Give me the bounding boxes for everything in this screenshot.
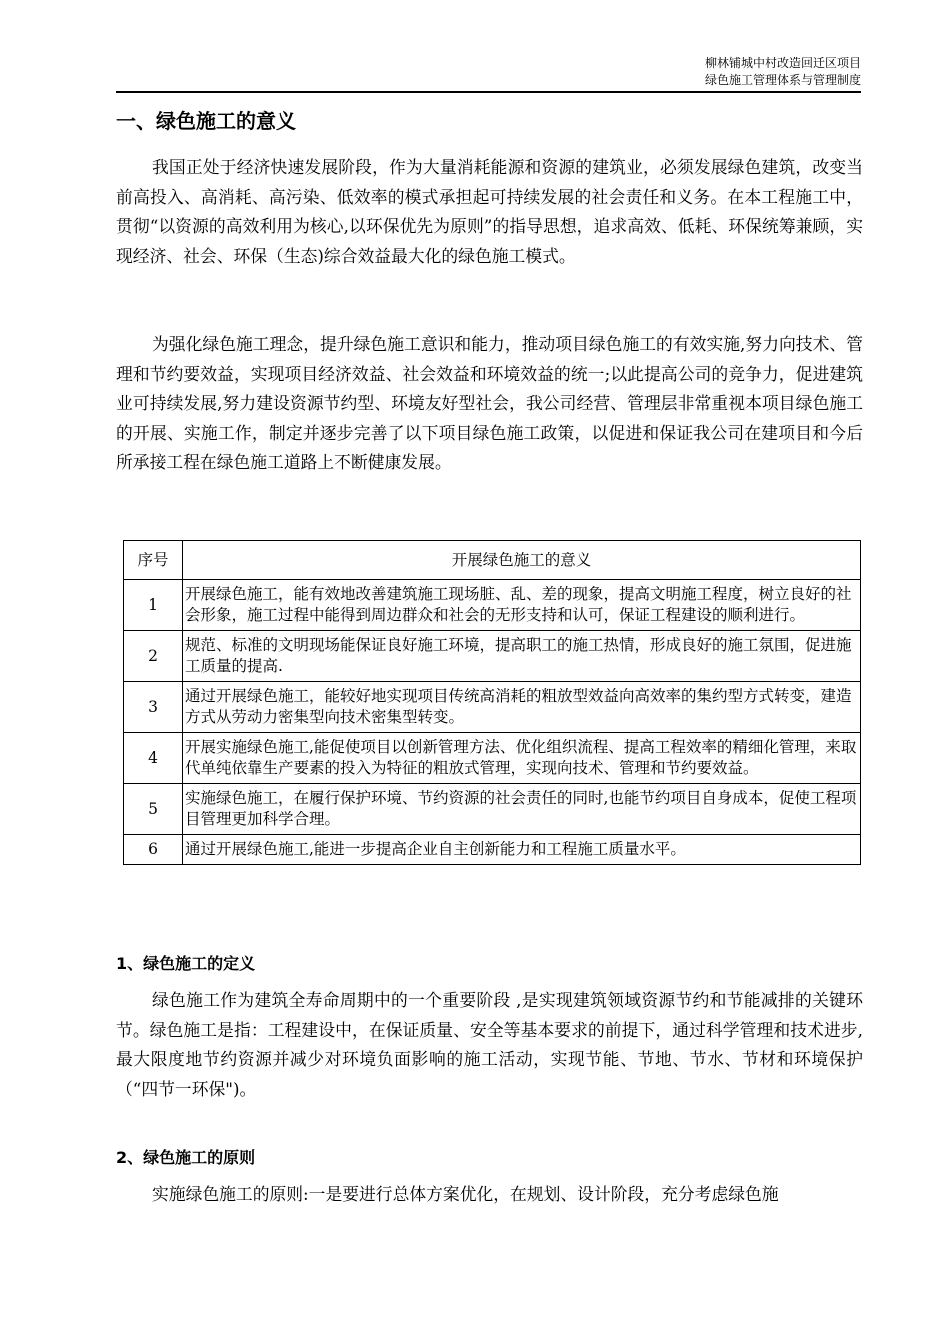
table-row <box>124 835 861 865</box>
row-text: 规范、标准的文明现场能保证良好施工环境，提高职工的施工热情，形成良好的施工氛围，促进施工质量的提高. <box>183 631 861 682</box>
row-text: 开展绿色施工，能有效地改善建筑施工现场脏、乱、差的现象，提高文明施工程度，树立良好的社会形象，施工过程中能得到周边群众和社会的无形支持和认可，保证工程建设的顺利进行。 <box>183 580 861 631</box>
row-text: 开展实施绿色施工,能促使项目以创新管理方法、优化组织流程、提高工程效率的精细化管理，来取代单纯依靠生产要素的投入为特征的粗放式管理，实现向技术、管理和节约要效益。 <box>183 733 861 784</box>
page-header <box>116 55 861 93</box>
subsection-title-principles: 2、绿色施工的原则 <box>116 1148 256 1167</box>
principles-paragraph: 实施绿色施工的原则:一是要进行总体方案优化，在规划、设计阶段，充分考虑绿色施 <box>152 1184 779 1204</box>
header-cell-significance: 开展绿色施工的意义 <box>183 541 861 580</box>
table-row <box>124 631 861 682</box>
table-row <box>124 580 861 631</box>
table-row <box>124 733 861 784</box>
row-number: 4 <box>124 733 183 784</box>
row-number: 6 <box>124 835 183 865</box>
header-document-title: 绿色施工管理体系与管理制度 <box>704 73 861 87</box>
intro-paragraph-1: 我国正处于经济快速发展阶段，作为大量消耗能源和资源的建筑业，必须发展绿色建筑，改变当前高投入、高消耗、高污染、低效率的模式承担起可持续发展的社会责任和义务。在本工程施工中，贯彻“以资源的高效利用为核心,以环保优先为原则”的指导思想，追求高效、低耗、环保统筹兼顾，实现经济、社会、环保（生态)综合效益最大化的绿色施工模式。 <box>116 157 863 266</box>
row-text: 通过开展绿色施工，能较好地实现项目传统高消耗的粗放型效益向高效率的集约型方式转变，建造方式从劳动力密集型向技术密集型转变。 <box>183 682 861 733</box>
row-text: 通过开展绿色施工,能进一步提高企业自主创新能力和工程施工质量水平。 <box>183 835 861 865</box>
table-row <box>124 784 861 835</box>
row-text: 实施绿色施工，在履行保护环境、节约资源的社会责任的同时,也能节约项目自身成本，促使工程项目管理更加科学合理。 <box>183 784 861 835</box>
row-number: 2 <box>124 631 183 682</box>
table-header-row <box>124 541 861 580</box>
header-project-name: 柳林铺城中村改造回迁区项目 <box>704 56 861 70</box>
header-cell-number: 序号 <box>124 541 183 580</box>
row-number: 5 <box>124 784 183 835</box>
section-title: 一、绿色施工的意义 <box>116 109 296 133</box>
row-number: 3 <box>124 682 183 733</box>
intro-paragraph-2: 为强化绿色施工理念，提升绿色施工意识和能力，推动项目绿色施工的有效实施,努力向技术、管理和节约要效益，实现项目经济效益、社会效益和环境效益的统一;以此提高公司的竞争力，促进建筑业可持续发展,努力建设资源节约型、环境友好型社会，我公司经营、管理层非常重视本项目绿色施工的开展、实施工作，制定并逐步完善了以下项目绿色施工政策，以促进和保证我公司在建项目和今后所承接工程在绿色施工道路上不断健康发展。 <box>116 334 863 472</box>
definition-paragraph: 绿色施工作为建筑全寿命周期中的一个重要阶段 ,是实现建筑领域资源节约和节能减排的关键环节。绿色施工是指：工程建设中，在保证质量、安全等基本要求的前提下，通过科学管理和技术进步,最大限度地节约资源并减少对环境负面影响的施工活动，实现节能、节地、节水、节材和环境保护（“四节一环保")。 <box>116 990 863 1099</box>
row-number: 1 <box>124 580 183 631</box>
table-row <box>124 682 861 733</box>
significance-table <box>123 540 861 865</box>
subsection-title-definition: 1、绿色施工的定义 <box>116 954 256 973</box>
